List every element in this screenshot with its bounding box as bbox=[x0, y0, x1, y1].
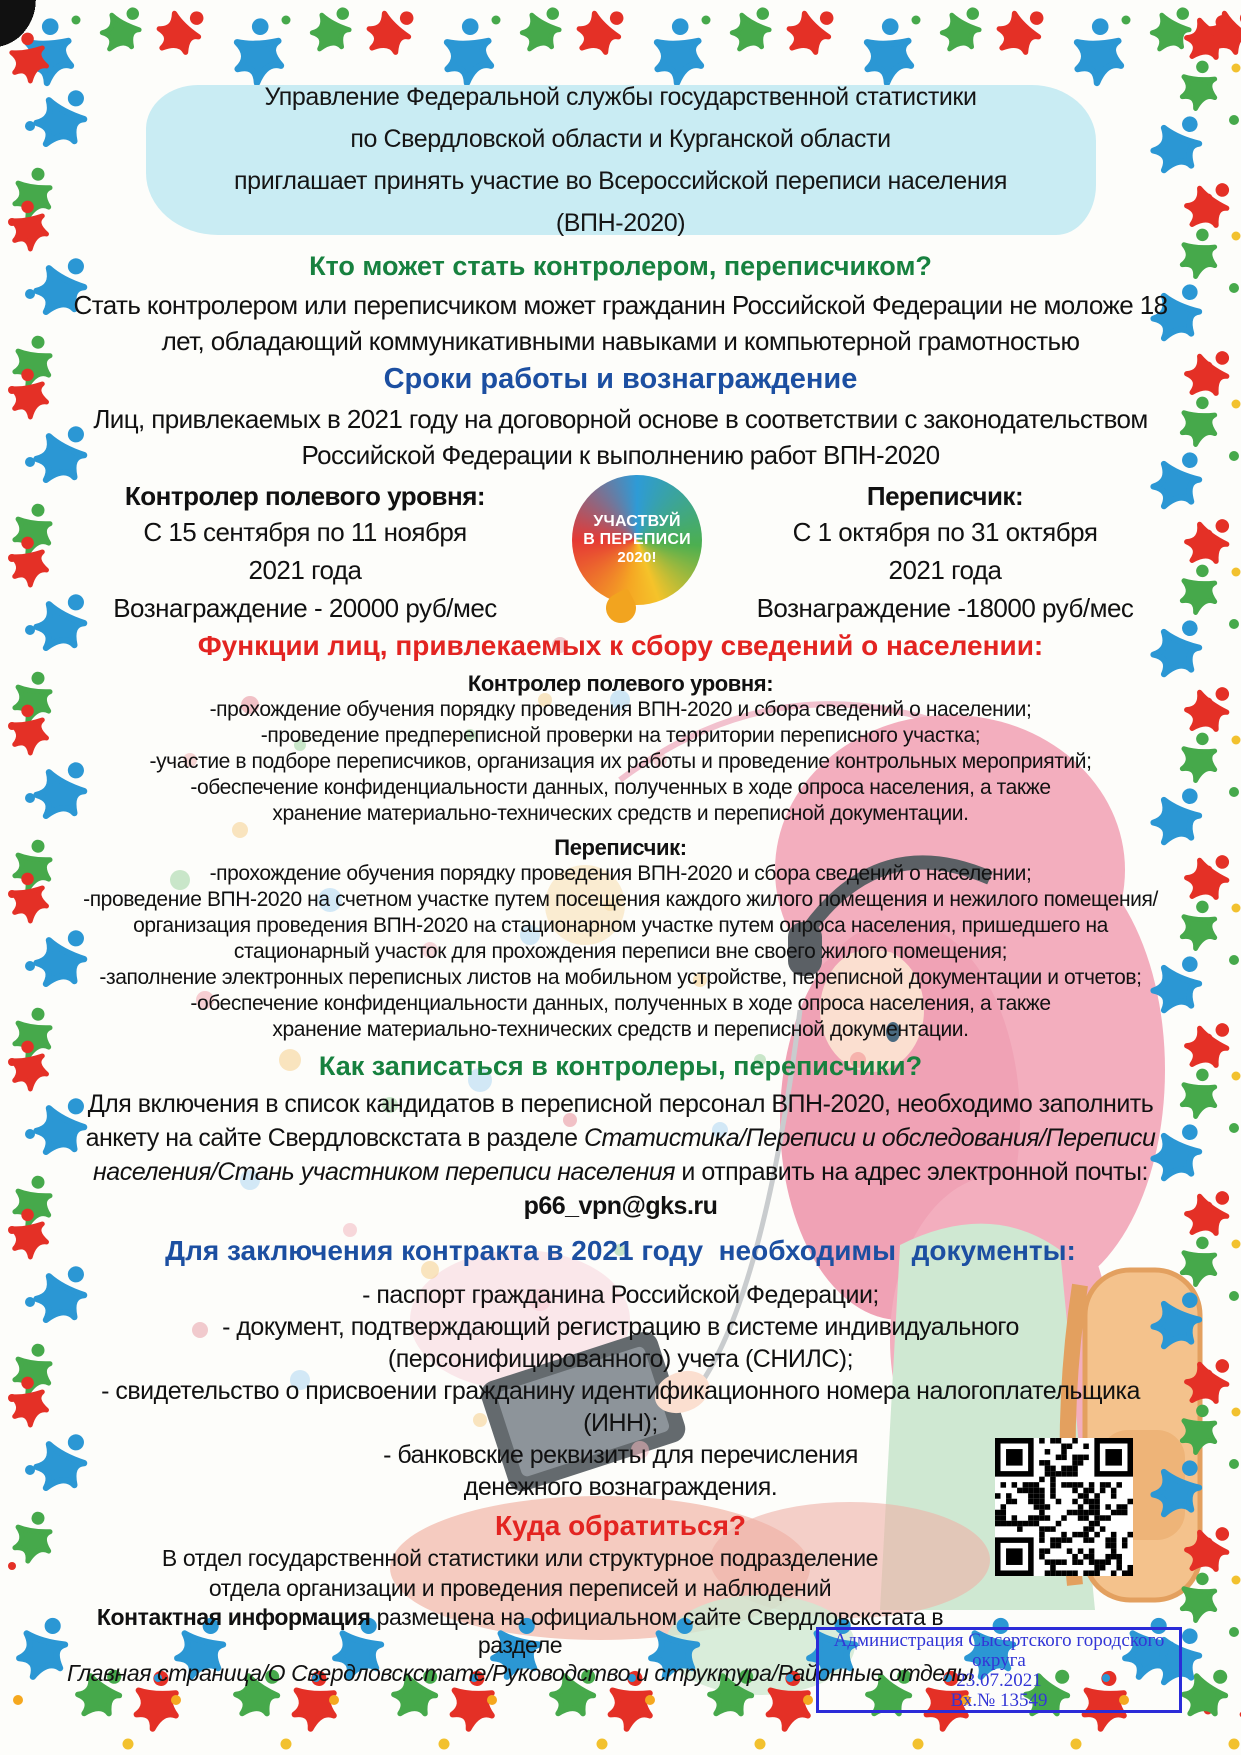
section-heading-who: Кто может стать контролером, переписчиком? bbox=[309, 251, 932, 281]
functions-enumerator-subheading: Переписчик: bbox=[554, 835, 687, 860]
dot-icon bbox=[171, 1695, 181, 1705]
dot-icon bbox=[13, 1695, 23, 1705]
stamp-line: Администрация Сысертского городского bbox=[833, 1630, 1165, 1651]
dot-icon bbox=[912, 16, 921, 25]
terms-body-text: Лиц, привлекаемых в 2021 году на договорной основе в соответствии с законодательством Российской Федерации к выполнению работ ВПН-2020 bbox=[93, 404, 1148, 470]
contact-site-path: Главная страница/О Свердловскстате/Руководство и структура/Районные отделы bbox=[66, 1660, 974, 1686]
controller-dates: С 15 сентября по 11 ноября bbox=[143, 517, 467, 547]
signup-site-path: Статистика/Переписи и обследования/Переписи населения/Стань участником переписи населения bbox=[93, 1124, 1156, 1186]
star-person-icon bbox=[519, 2, 563, 54]
star-person-icon bbox=[992, 0, 1049, 61]
list-item: -заполнение электронных переписных листов на мобильном устройстве, переписной документации и отчетов; bbox=[99, 966, 1142, 989]
controller-pay: Вознаграждение - 20000 руб/мес bbox=[113, 593, 497, 623]
list-item: -проведение предпереписной проверки на территории переписного участка; bbox=[260, 724, 981, 747]
stamp-line: округа bbox=[972, 1650, 1026, 1671]
dot-icon bbox=[439, 1739, 450, 1750]
star-person-icon bbox=[782, 0, 839, 61]
star-person-icon bbox=[309, 2, 353, 54]
list-item: -прохождение обучения порядку проведения ВПН-2020 и сбора сведений о населении; bbox=[209, 862, 1032, 885]
list-item: -обеспечение конфиденциальности данных, полученных в ходе опроса населения, а также хранение материально-технических средств и переписной документации. bbox=[190, 992, 1051, 1041]
functions-controller-subheading: Контролер полевого уровня: bbox=[467, 671, 774, 696]
dot-icon bbox=[755, 1739, 766, 1750]
enumerator-title: Переписчик: bbox=[866, 481, 1024, 511]
star-person-icon bbox=[939, 2, 983, 54]
dot-icon bbox=[1232, 64, 1241, 73]
enumerator-year: 2021 года bbox=[888, 555, 1002, 585]
section-heading-where: Куда обратиться? bbox=[494, 1510, 747, 1541]
list-item: -участие в подборе переписчиков, организация их работы и проведение контрольных мероприятий; bbox=[149, 750, 1092, 773]
signup-text: Для включения в список кандидатов в переписной персонал ВПН-2020, необходимо заполнить анкету на сайте Свердловскстата в разделе bbox=[85, 1090, 1154, 1152]
controller-title: Контролер полевого уровня: bbox=[124, 481, 486, 511]
list-item: -прохождение обучения порядку проведения ВПН-2020 и сбора сведений о населении; bbox=[209, 698, 1032, 721]
controller-column bbox=[65, 479, 545, 627]
dot-icon bbox=[1071, 1739, 1082, 1750]
star-person-icon bbox=[572, 0, 629, 61]
star-person-icon bbox=[1065, 15, 1129, 87]
logo-line: 2020! bbox=[617, 549, 657, 566]
list-item: - свидетельство о присвоении гражданину идентификационного номера налогоплательщика (ИНН); bbox=[101, 1377, 1140, 1437]
contact-rest: размещена на официальном сайте Свердловскстата в разделе bbox=[370, 1604, 944, 1658]
roles-row bbox=[65, 479, 1176, 629]
enumerator-pay: Вознаграждение -18000 руб/мес bbox=[756, 593, 1134, 623]
controller-year: 2021 года bbox=[248, 555, 362, 585]
list-item: - банковские реквизиты для перечисления денежного вознаграждения. bbox=[383, 1441, 858, 1501]
dot-icon bbox=[702, 16, 711, 25]
dot-icon bbox=[913, 1739, 924, 1750]
header-line: приглашает принять участие во Всероссийской переписи населения (ВПН-2020) bbox=[234, 167, 1007, 237]
stamp-line: 23.07.2021 bbox=[956, 1670, 1042, 1691]
dot-icon bbox=[72, 16, 81, 25]
list-item: -проведение ВПН-2020 на счетном участке путем посещения каждого жилого помещения и нежилого помещения/ организация проведения ВПН-2020 на стационарном участке путем опроса населения, пришедшего на стационарный участок для прохождения переписи вне своего жилого помещения; bbox=[83, 888, 1158, 963]
dot-icon bbox=[803, 1695, 813, 1705]
star-person-icon bbox=[362, 0, 419, 61]
section-heading-signup: Как записаться в контролеры, переписчики? bbox=[318, 1051, 923, 1081]
dot-icon bbox=[329, 1695, 339, 1705]
enumerator-column bbox=[700, 479, 1190, 627]
list-item: -обеспечение конфиденциальности данных, полученных в ходе опроса населения, а также хранение материально-технических средств и переписной документации. bbox=[190, 776, 1051, 825]
logo-line: УЧАСТВУЙ bbox=[593, 513, 681, 530]
census-balloon-logo bbox=[572, 475, 702, 625]
header-line: по Свердловской области и Курганской области bbox=[350, 125, 891, 153]
contact-bold: Контактная информация bbox=[96, 1604, 371, 1630]
signup-paragraph bbox=[78, 1087, 1163, 1223]
star-person-icon bbox=[729, 2, 773, 54]
dot-icon bbox=[282, 16, 291, 25]
who-body-text: Стать контролером или переписчиком может гражданин Российской Федерации не моложе 18 лет, обладающий коммуникативными навыками и компьютерной грамотностью bbox=[73, 290, 1168, 356]
dot-icon bbox=[1229, 1739, 1240, 1750]
list-item: - паспорт гражданина Российской Федерации; bbox=[362, 1281, 879, 1309]
dot-icon bbox=[123, 1739, 134, 1750]
section-heading-documents: Для заключения контракта в 2021 году необходимы документы: bbox=[165, 1235, 1076, 1266]
dot-icon bbox=[281, 1739, 292, 1750]
signup-text: и отправить на адрес электронной почты: bbox=[674, 1158, 1148, 1186]
dot-icon bbox=[487, 1695, 497, 1705]
enumerator-dates: С 1 октября по 31 октября bbox=[792, 517, 1098, 547]
signup-email: p66_vpn@gks.ru bbox=[523, 1192, 718, 1220]
census-balloon-circle bbox=[572, 475, 702, 605]
star-person-icon bbox=[1149, 2, 1193, 54]
where-body-text: В отдел государственной статистики или структурное подразделение отдела организации и проведения переписей и наблюдений bbox=[161, 1545, 879, 1601]
registration-stamp bbox=[816, 1627, 1182, 1713]
dot-icon bbox=[1122, 16, 1131, 25]
qr-code bbox=[995, 1438, 1133, 1576]
dot-icon bbox=[492, 16, 501, 25]
logo-line: В ПЕРЕПИСИ bbox=[583, 531, 691, 548]
dot-icon bbox=[645, 1695, 655, 1705]
list-item: - документ, подтверждающий регистрацию в системе индивидуального (персонифицированного) учета (СНИЛС); bbox=[222, 1313, 1019, 1373]
dot-icon bbox=[597, 1739, 608, 1750]
star-person-icon bbox=[152, 0, 209, 61]
header-line: Управление Федеральной службы государственной статистики bbox=[264, 83, 977, 111]
star-person-icon bbox=[99, 2, 143, 54]
section-heading-functions: Функции лиц, привлекаемых к сбору сведений о населении: bbox=[197, 630, 1044, 661]
header-bubble bbox=[146, 85, 1096, 235]
section-heading-terms: Сроки работы и вознаграждение bbox=[383, 363, 858, 395]
stamp-line: Вх.№ 13549 bbox=[950, 1690, 1048, 1711]
